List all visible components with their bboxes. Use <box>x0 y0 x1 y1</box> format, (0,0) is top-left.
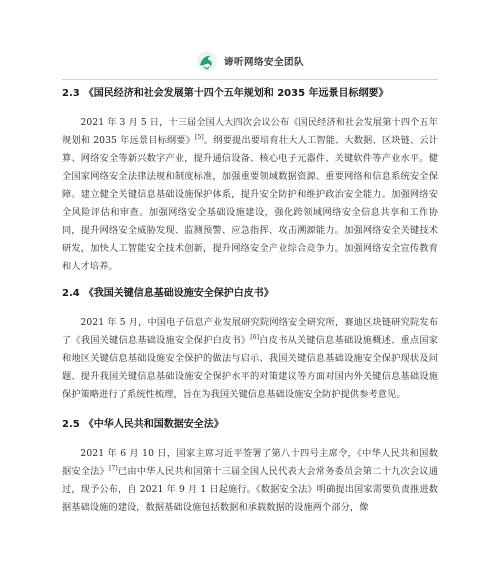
section-number: 2.4 <box>62 288 80 299</box>
paragraph-text: 2021 年 5 月，中国电子信息产业发展研究院网络安全研究所，赛迪区块链研究院发布了《我国关键信息基础设施安全保护白皮书》 <box>62 317 438 346</box>
paragraph-text: 2021 年 3 月 5 日，十三届全国人大四次会议公布《国民经济和社会发展第十四个五年规划和 2035 年远景目标纲要》 <box>62 117 438 146</box>
document-body <box>62 86 438 517</box>
section-heading-2-5 <box>62 417 438 433</box>
header-divider <box>62 79 438 80</box>
section-title: 《中华人民共和国数据安全法》 <box>83 419 224 430</box>
section-title: 《我国关键信息基础设施安全保护白皮书》 <box>83 288 274 299</box>
page-header <box>0 46 500 76</box>
header-brand-text: 谛听网络安全团队 <box>223 57 304 68</box>
dragon-logo-icon <box>196 50 218 72</box>
citation-ref: [5] <box>195 133 204 141</box>
citation-ref: [7] <box>109 464 118 472</box>
section-number: 2.3 <box>62 88 80 99</box>
section-number: 2.5 <box>62 419 80 430</box>
section-heading-2-3 <box>62 86 438 102</box>
section-paragraph-2-5 <box>62 445 438 517</box>
citation-ref: [6] <box>250 333 260 341</box>
paragraph-text: 2021 年 6 月 10 日，国家主席习近平签署了第八十四号主席令，《中华人民共和国数据安全法》 <box>62 448 438 477</box>
section-paragraph-2-4 <box>62 314 438 404</box>
section-paragraph-2-3 <box>62 114 438 276</box>
paragraph-text: 。纲要提出要培育壮大人工智能、大数据、区块链、云计算、网络安全等新兴数字产业，提升通信设备、核心电子元器件、关键软件等产业水平。健全国家网络安全法律法规和制度标准，加强重要领域数据资源、重要网络和信息系统安全保障。建立健全关键信息基础设施保护体系，提升安全防护和维护政治安全能力。加强网络安全风险评估和审查。加强网络安全基础设施建设，强化跨领域网络安全信息共享和工作协同，提升网络安全威胁发现、监测预警、应急指挥、攻击溯源能力。加强网络安全关键技术研发，加快人工智能安全技术创新，提升网络安全产业综合竞争力。加强网络安全宣传教育和人才培养。 <box>62 135 439 272</box>
paragraph-text: 已由中华人民共和国第十三届全国人民代表大会常务委员会第二十九次会议通过，现予公布，自 2021 年 9 月 1 日起施行。《数据安全法》明确提出国家需要负责推进数据基础设施的建设，数据基础设施包括数据和承载数据的设施两个部分，像 <box>62 466 438 513</box>
paragraph-text: 白皮书从关键信息基础设施概述、重点国家和地区关键信息基础设施安全保护的做法与启示、我国关键信息基础设施安全保护现状及问题、提升我国关键信息基础设施安全保护水平的对策建议等方面对国内外关键信息基础设施保护策略进行了系统性梳理，旨在为我国关键信息基础设施安全防护提供参考意见。 <box>62 335 438 400</box>
section-heading-2-4 <box>62 286 438 302</box>
section-title: 《国民经济和社会发展第十四个五年规划和 2035 年远景目标纲要》 <box>83 88 389 99</box>
